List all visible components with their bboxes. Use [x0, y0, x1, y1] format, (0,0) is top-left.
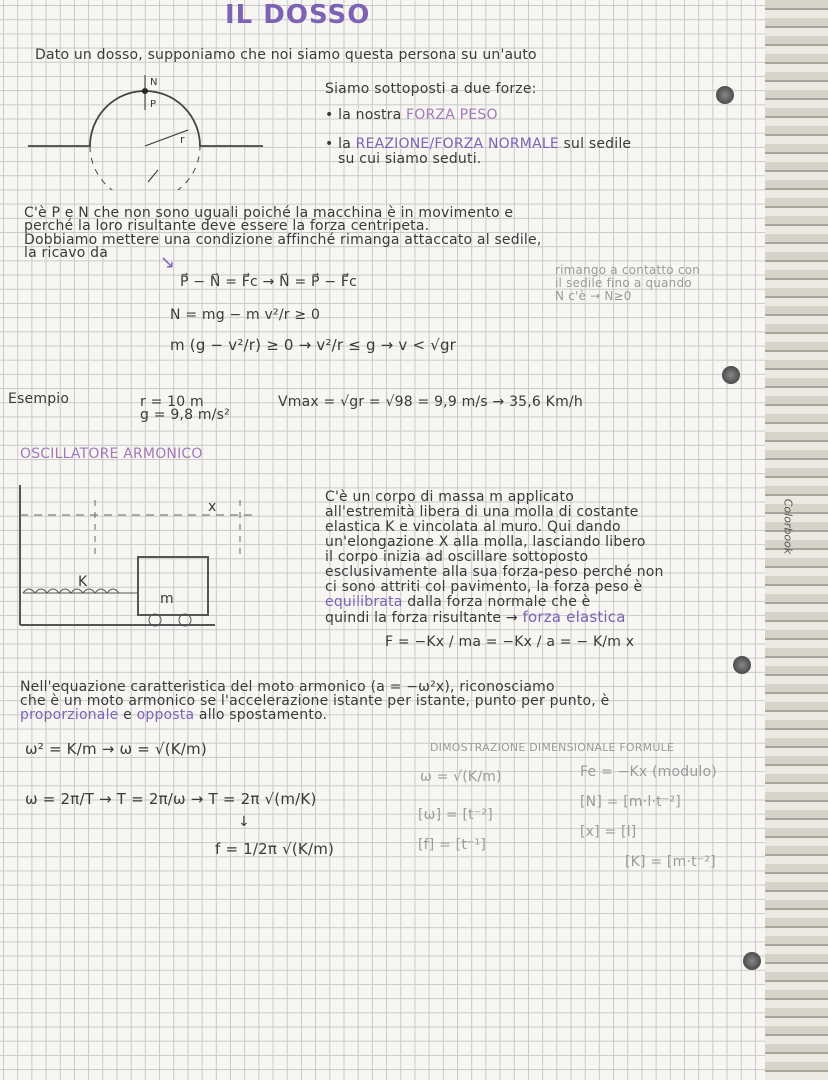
- example-r: r = 10 m: [140, 394, 204, 410]
- paragraph-line: perché la loro risultante deve essere la forza centripeta.: [24, 218, 430, 234]
- equation: N = mg − m v²/r ≥ 0: [170, 307, 321, 323]
- dim-left: [ω] = [t⁻²]: [418, 807, 493, 823]
- page-title: IL DOSSO: [225, 0, 371, 30]
- formula: ω = 2π/T → T = 2π/ω → T = 2π √(m/K): [25, 790, 317, 808]
- paragraph-line: C'è un corpo di massa m applicato: [325, 489, 575, 505]
- margin-note: rimango a contatto con il sedile fino a quando N c'è → N≥0: [555, 263, 700, 303]
- spiral-binding: [765, 0, 828, 1080]
- paragraph-line: proporzionale e opposta allo spostamento.: [20, 707, 328, 723]
- dim-left: ω = √(K/m): [420, 769, 502, 785]
- label-p: P: [150, 99, 157, 110]
- label-x: x: [208, 499, 217, 515]
- paragraph-line: un'elongazione X alla molla, lasciando libero: [325, 534, 646, 550]
- forces-heading: Siamo sottoposti a due forze:: [325, 81, 537, 97]
- label-m: m: [160, 591, 174, 607]
- example-calc: Vmax = √gr = √98 = 9,9 m/s → 35,6 Km/h: [278, 394, 583, 410]
- paragraph-line: Nell'equazione caratteristica del moto armonico (a = −ω²x), riconosciamo: [20, 679, 555, 695]
- bump-diagram: [28, 70, 268, 190]
- arrow-down-icon: ↓: [238, 814, 250, 830]
- label-k: K: [78, 574, 88, 590]
- dim-right: Fe = −Kx (modulo): [580, 764, 717, 780]
- paragraph-line: Dobbiamo mettere una condizione affinché rimanga attaccato al sedile,: [24, 232, 542, 248]
- force-item-line2: su cui siamo seduti.: [338, 151, 482, 167]
- dim-left: [f] = [t⁻¹]: [418, 837, 487, 853]
- arrow-icon: ↘: [160, 252, 176, 273]
- label-n: N: [150, 77, 158, 88]
- paragraph-line: il corpo inizia ad oscillare sottoposto: [325, 549, 589, 565]
- force-item: • la nostra FORZA PESO: [325, 107, 498, 123]
- force-item: • la REAZIONE/FORZA NORMALE sul sedile: [325, 136, 632, 152]
- example-label: Esempio: [8, 391, 70, 407]
- label-r: r: [180, 133, 185, 146]
- paragraph-line: la ricavo da: [24, 245, 109, 261]
- oscillator-diagram: [15, 485, 265, 655]
- paragraph-line: esclusivamente alla sua forza-peso perché non: [325, 564, 664, 580]
- paragraph-line: quindi la forza risultante → forza elastica: [325, 608, 626, 626]
- elastic-force-formula: F = −Kx / ma = −Kx / a = − K/m x: [385, 634, 635, 650]
- intro-text: Dato un dosso, supponiamo che noi siamo questa persona su un'auto: [35, 47, 537, 63]
- paragraph-line: C'è P e N che non sono uguali poiché la macchina è in movimento e: [24, 205, 514, 221]
- oscillator-paragraph: [325, 490, 664, 626]
- brand-label: Colorbook: [781, 498, 795, 555]
- paragraph-line: equilibrata dalla forza normale che è: [325, 594, 591, 610]
- dim-right: [N] = [m·l·t⁻²]: [580, 794, 681, 810]
- paragraph-line: che è un moto armonico se l'accelerazione istante per istante, punto per punto, è: [20, 693, 610, 709]
- punch-hole: [733, 656, 751, 674]
- paragraph-line: all'estremità libera di una molla di costante: [325, 504, 639, 520]
- example-g: g = 9,8 m/s²: [140, 407, 230, 423]
- paragraph-line: ci sono attriti col pavimento, la forza peso è: [325, 579, 643, 595]
- punch-hole: [743, 952, 761, 970]
- formula: ω² = K/m → ω = √(K/m): [25, 740, 207, 758]
- section-title: OSCILLATORE ARMONICO: [20, 446, 203, 462]
- equation: m (g − v²/r) ≥ 0 → v²/r ≤ g → v < √gr: [170, 336, 457, 354]
- punch-hole: [716, 86, 734, 104]
- paragraph-line: elastica K e vincolata al muro. Qui dando: [325, 519, 621, 535]
- dim-right: [x] = [l]: [580, 824, 637, 840]
- formula: f = 1/2π √(K/m): [215, 840, 335, 858]
- punch-hole: [722, 366, 740, 384]
- dim-right: [K] = [m·t⁻²]: [625, 854, 716, 870]
- dimensional-title: DIMOSTRAZIONE DIMENSIONALE FORMULE: [430, 741, 675, 754]
- equation: P⃗ − N⃗ = F⃗c → N⃗ = P⃗ − F⃗c: [180, 274, 358, 290]
